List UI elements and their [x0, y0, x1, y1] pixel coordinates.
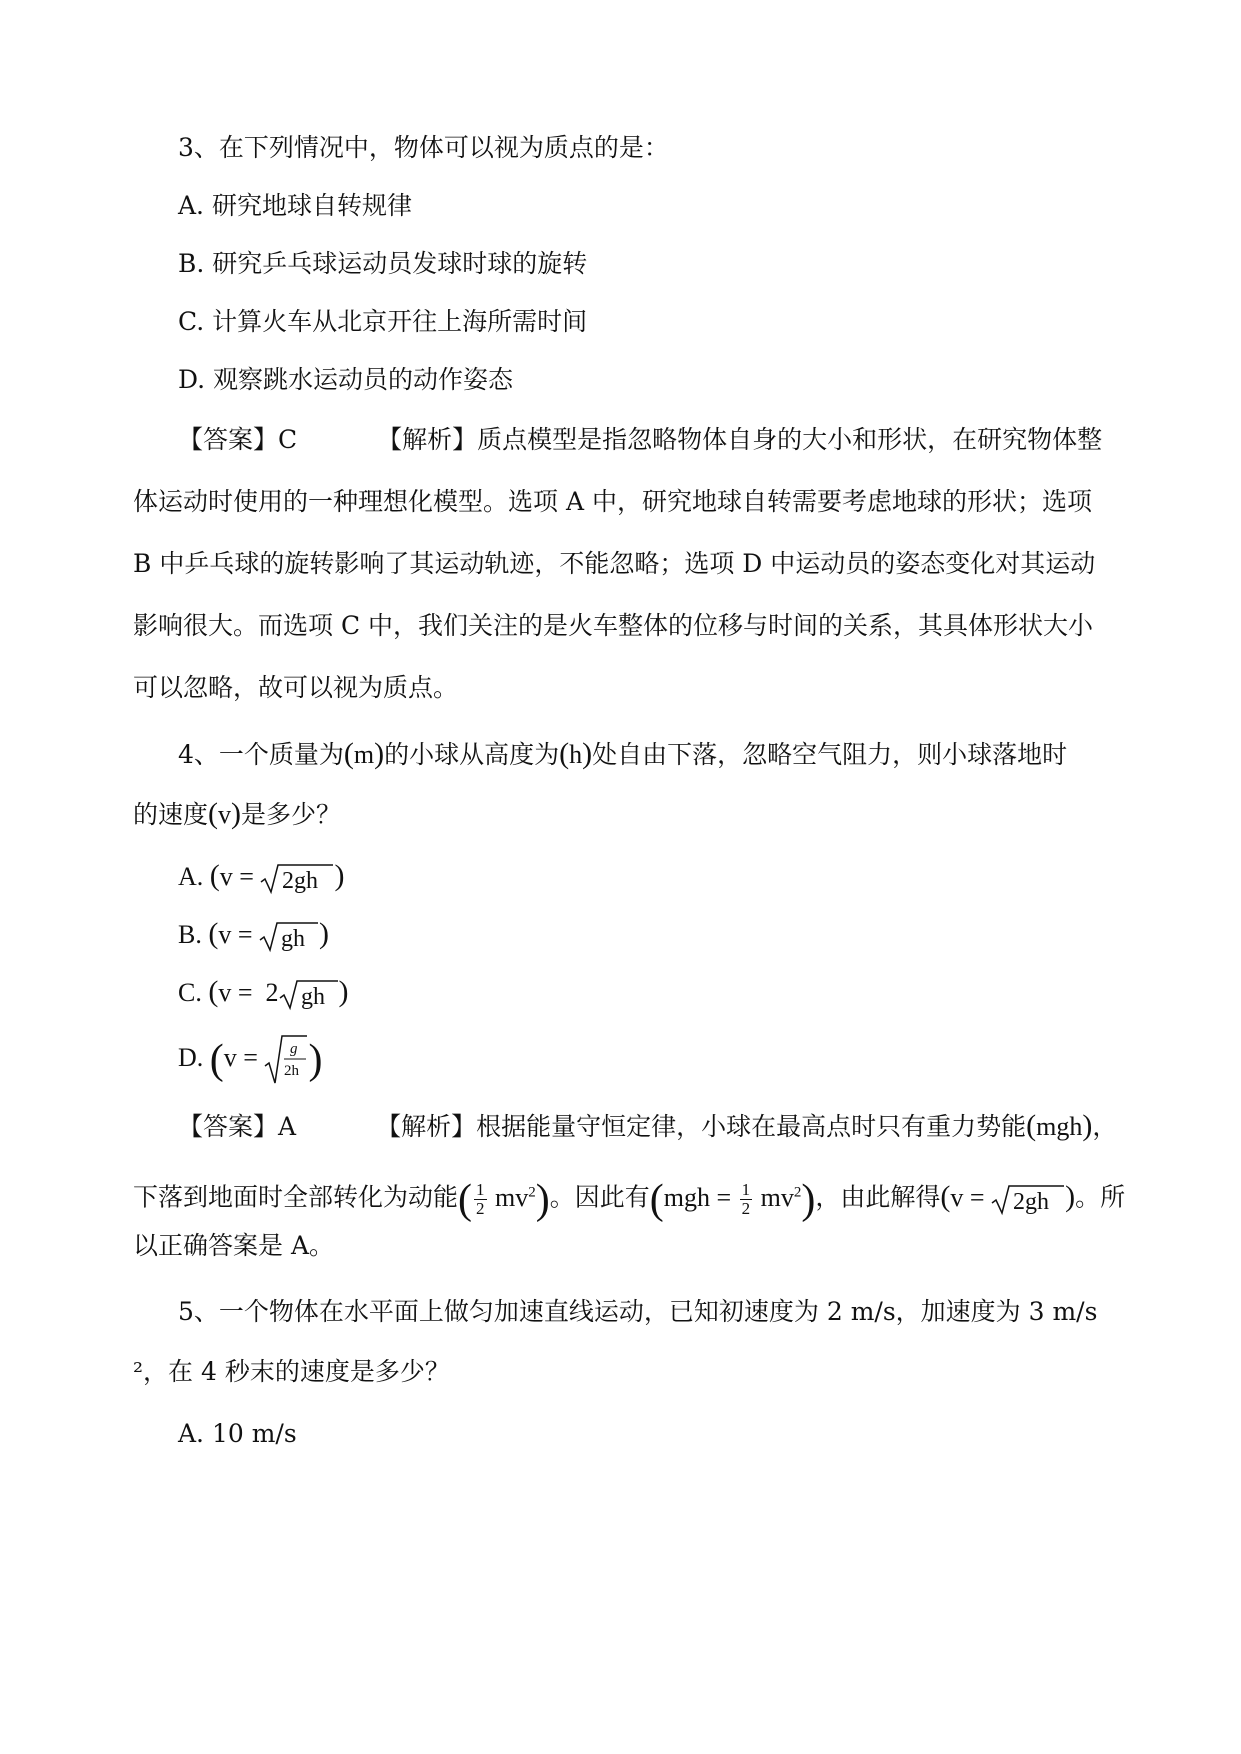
q4-option-a: A. (v = 2gh ) [178, 859, 345, 895]
q4-var-v: (v) [208, 797, 242, 830]
q4-answer-line: 【答案】A 【解析】根据能量守恒定律，小球在最高点时只有重力势能(mgh)， [178, 1109, 1118, 1142]
q3-option-a: A. 研究地球自转规律 [178, 191, 412, 220]
q3-analysis-line-3: B 中乒乓球的旋转影响了其运动轨迹，不能忽略；选项 D 中运动员的姿态变化对其运动 [133, 549, 1096, 578]
q3-analysis-line-1: 质点模型是指忽略物体自身的大小和形状，在研究物体整 [477, 425, 1103, 454]
q3-option-c: C. 计算火车从北京开往上海所需时间 [178, 307, 588, 336]
q4-stem-c: 处自由下落，忽略空气阻力，则小球落地时 [592, 740, 1068, 769]
q5-option-a: A. 10 m/s [178, 1419, 297, 1448]
svg-text:gh: gh [281, 926, 306, 953]
q4-answer: 【答案】A [178, 1112, 297, 1141]
q4-analysis-line-3: 以正确答案是 A。 [133, 1231, 335, 1260]
q4-option-b: B. (v = gh ) [178, 917, 330, 953]
q4-analysis-d: 。因此有 [549, 1182, 650, 1212]
q4-expr-result: (v = 2gh ) [940, 1179, 1076, 1215]
q4-expr-mgh: (mgh) [1026, 1109, 1093, 1142]
q4-expr-equation: (mgh = $\frac{1}{2}$ $mv^2$) [649, 1176, 816, 1223]
sqrt-symbol [260, 863, 334, 895]
q4-analysis-f: 。所 [1075, 1182, 1126, 1212]
q4-stem-e: 是多少？ [241, 800, 342, 829]
q3-analysis-line-5: 可以忽略，故可以视为质点。 [133, 673, 459, 702]
sqrt-symbol [264, 1034, 308, 1086]
q3-answer-line [178, 420, 1102, 460]
svg-text:g: g [290, 1041, 298, 1058]
svg-text:2gh: 2gh [282, 868, 319, 895]
q4-stem-b: 的小球从高度为 [384, 740, 560, 769]
q5-stem-line-2: ²，在 4 秒末的速度是多少？ [133, 1357, 450, 1386]
sqrt-symbol [279, 979, 339, 1011]
q4-option-c-label: C. [178, 978, 202, 1007]
q4-option-b-label: B. [178, 920, 202, 949]
q4-option-d-label: D. [178, 1043, 204, 1072]
q4-analysis-label: 【解析】 [376, 1112, 477, 1141]
q4-analysis-line-2 [133, 1166, 1125, 1224]
q4-stem-a: 4、一个质量为 [178, 740, 344, 769]
q3-option-d: D. 观察跳水运动员的动作姿态 [178, 365, 514, 394]
sqrt-symbol [991, 1184, 1065, 1216]
q4-option-a-label: A. [178, 862, 204, 891]
q3-analysis-label: 【解析】 [377, 425, 478, 454]
q4-option-c: C. (v = 2 gh ) [178, 975, 349, 1011]
q3-analysis-line-4: 影响很大。而选项 C 中，我们关注的是火车整体的位移与时间的关系，其具体形状大小 [133, 611, 1094, 640]
q4-stem-line-1 [178, 734, 1067, 775]
q4-option-d: D. (v = g 2h ) [178, 1030, 322, 1086]
sqrt-symbol [259, 921, 319, 953]
svg-text:2h: 2h [284, 1063, 300, 1080]
q3-analysis-line-2: 体运动时使用的一种理想化模型。选项 A 中，研究地球自转需要考虑地球的形状；选项 [133, 487, 1092, 516]
svg-text:gh: gh [300, 984, 325, 1011]
q3-answer: 【答案】C [178, 425, 298, 454]
q4-analysis-a: 根据能量守恒定律，小球在最高点时只有重力势能 [476, 1112, 1027, 1141]
q5-stem-line-1: 5、一个物体在水平面上做匀加速直线运动，已知初速度为 2 m/s，加速度为 3 m/s [178, 1297, 1098, 1326]
q4-analysis-e: ，由此解得 [815, 1182, 941, 1212]
q4-analysis-c: 下落到地面时全部转化为动能 [133, 1182, 459, 1212]
q4-var-h: (h) [559, 737, 593, 770]
svg-text:2gh: 2gh [1013, 1188, 1050, 1215]
q4-expr-kinetic: ( $\frac{1}{2}$ $mv^2$) [458, 1176, 550, 1223]
q4-stem-d: 的速度 [133, 800, 209, 829]
q3-option-b: B. 研究乒乓球运动员发球时球的旋转 [178, 249, 588, 278]
q4-var-m: (m) [343, 737, 385, 770]
q4-stem-line-2 [133, 794, 341, 835]
q3-stem: 3、在下列情况中，物体可以视为质点的是： [178, 133, 669, 162]
